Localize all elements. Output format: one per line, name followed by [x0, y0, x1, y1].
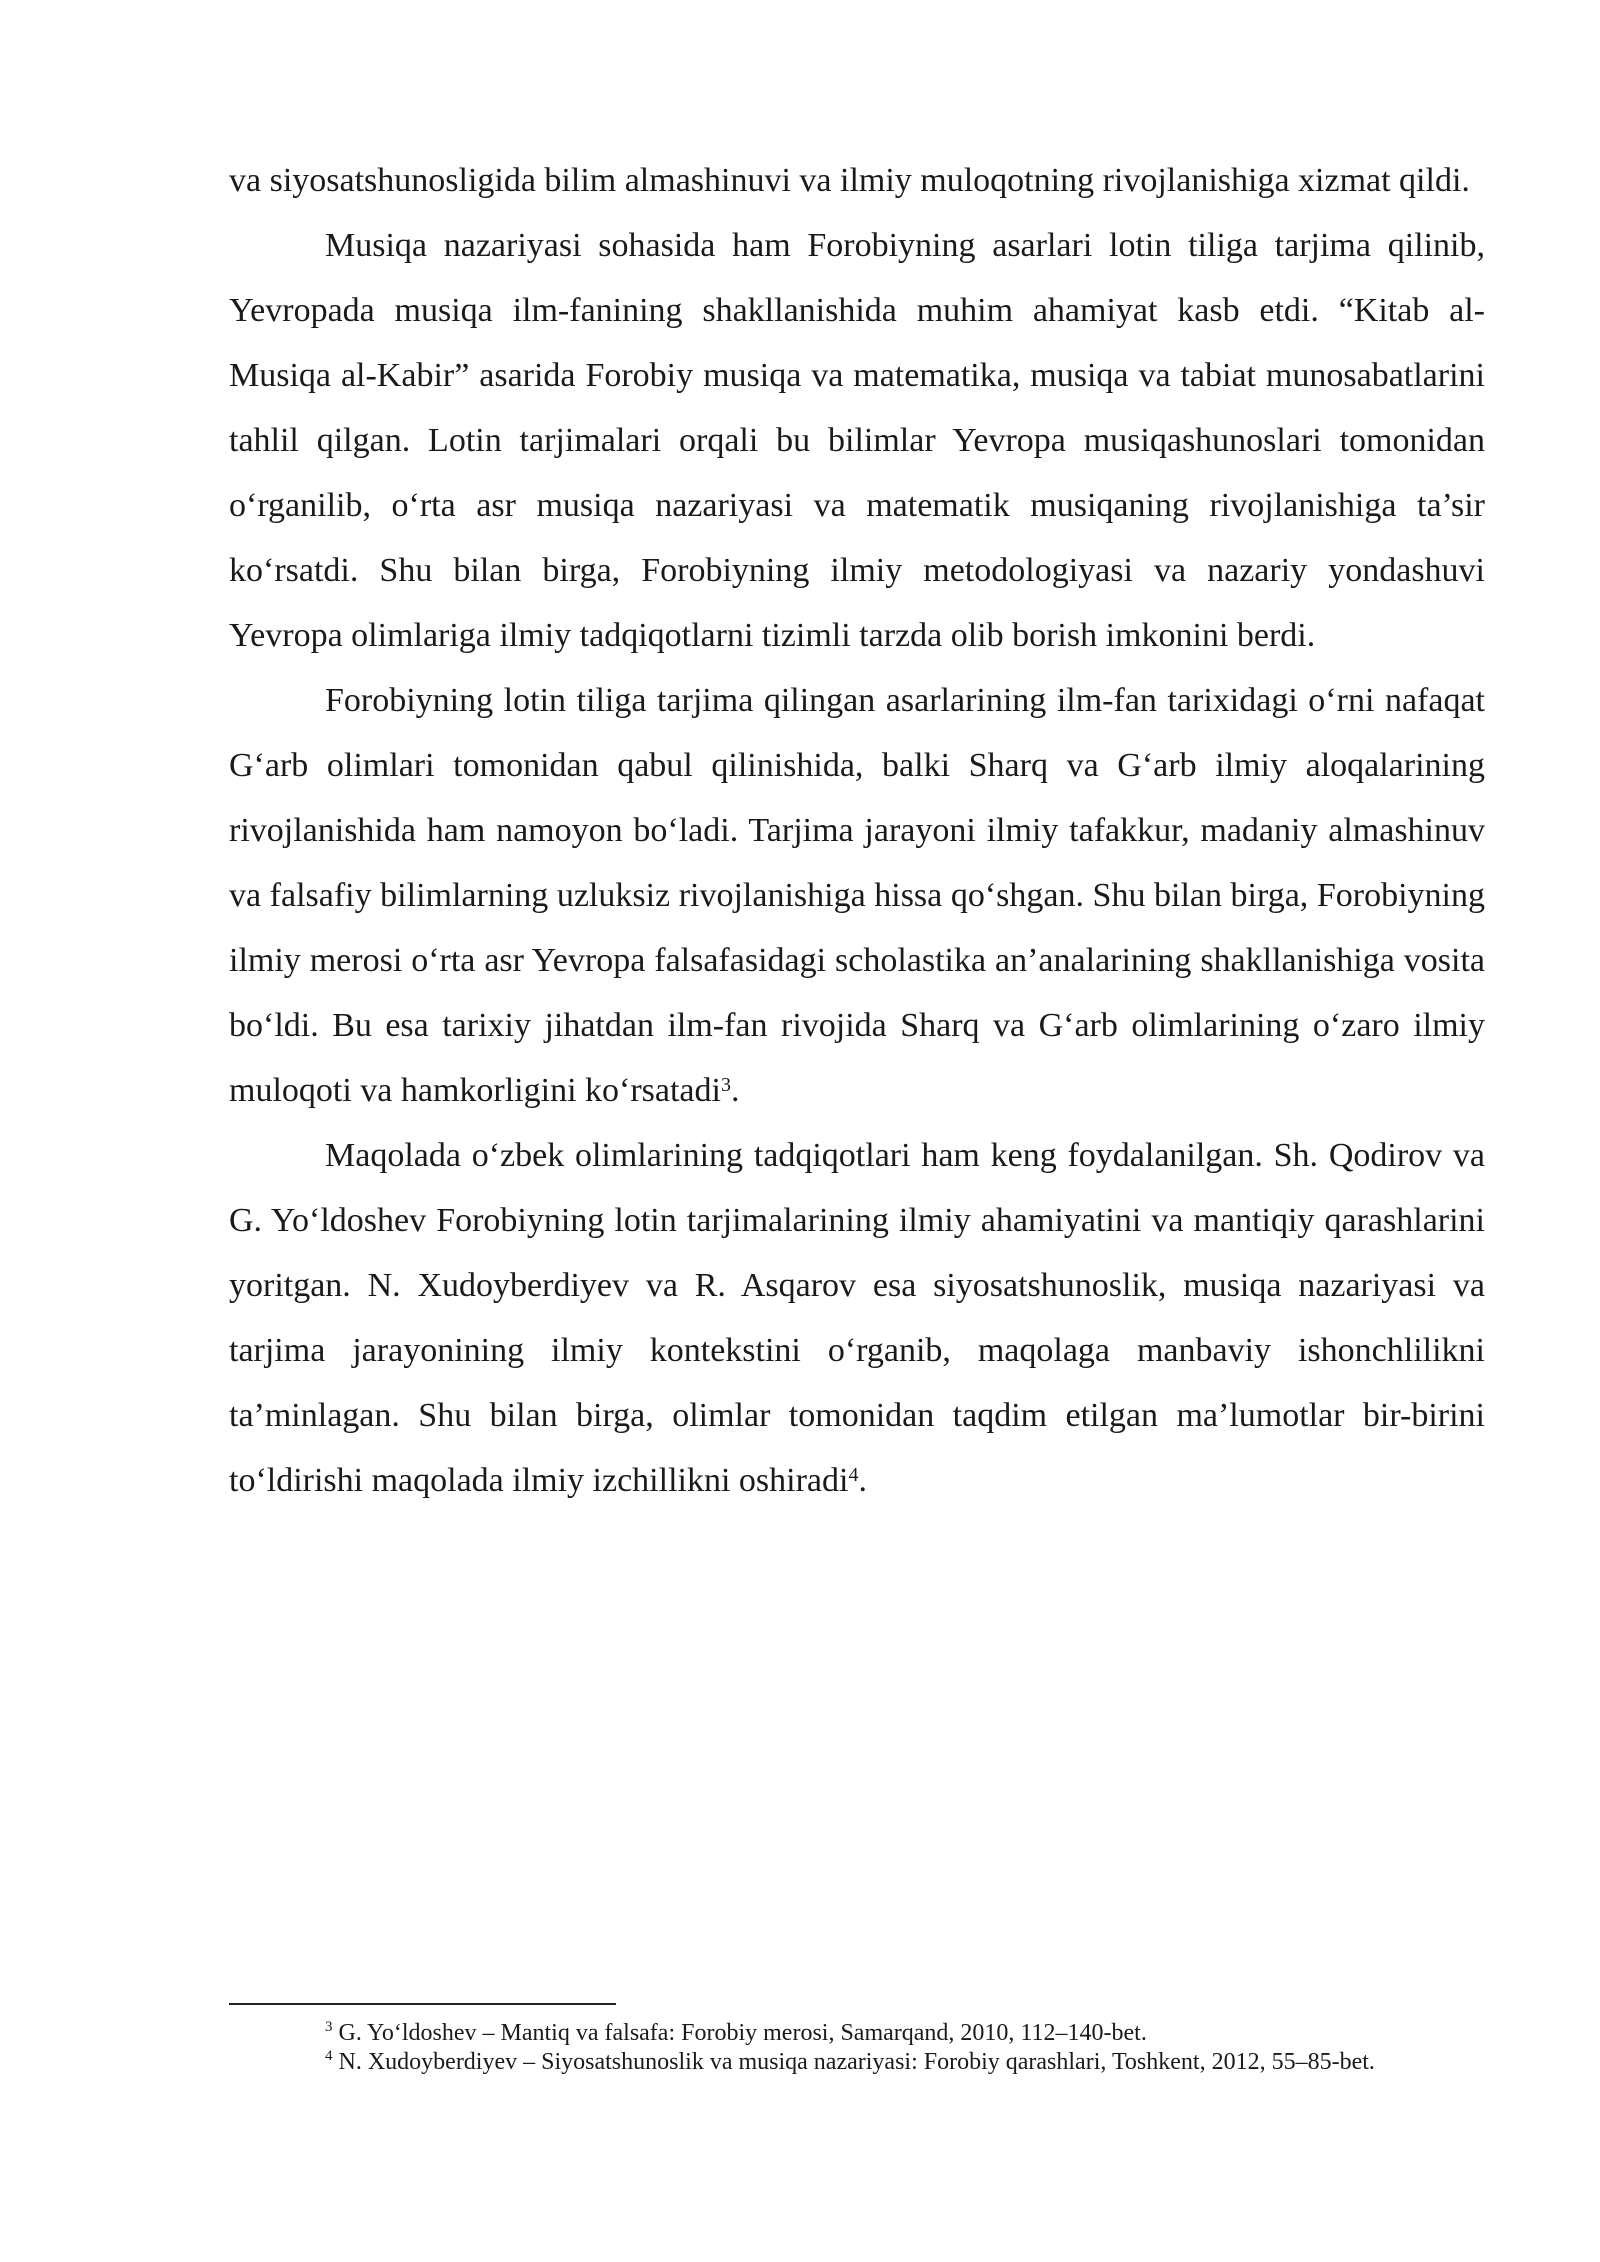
footnote-mark: 3	[325, 2019, 333, 2035]
footnote	[229, 2048, 1485, 2077]
footnote-text: N. Xudoyberdiyev – Siyosatshunoslik va musiqa nazariyasi: Forobiy qarashlari, Toshkent, 2012, 55–85-bet.	[332, 2049, 1375, 2075]
footnote	[229, 2019, 1485, 2048]
footnote-reference[interactable]: 3	[720, 1073, 731, 1096]
paragraph-text: Forobiyning lotin tiliga tarjima qilingan asarlarining ilm-fan tarixidagi o‘rni nafaqat G‘arb olimlari tomonidan qabul qilinishida, balki Sharq va G‘arb ilmiy aloqalarining rivojlanishida ham namoyon bo‘ladi. Tarjima jarayoni ilmiy tafakkur, madaniy almashinuv va falsafiy bilimlarning uzluksiz rivojlanishiga hissa qo‘shgan. Shu bilan birga, Forobiyning ilmiy merosi o‘rta asr Yevropa falsafasidagi scholastika an’analarining shakllanishiga vosita bo‘ldi. Bu esa tarixiy jihatdan ilm-fan rivojida Sharq va G‘arb olimlarining o‘zaro ilmiy muloqoti va hamkorligini ko‘rsatadi	[229, 682, 1485, 1109]
footnote-text: G. Yo‘ldoshev – Mantiq va falsafa: Forobiy merosi, Samarqand, 2010, 112–140-bet.	[332, 2020, 1147, 2046]
paragraph-translation-role: Forobiyning lotin tiliga tarjima qilingan asarlarining ilm-fan tarixidagi o‘rni nafaqat G‘arb olimlari tomonidan qabul qilinishida, balki Sharq va G‘arb ilmiy aloqalarining rivojlanishida ham namoyon bo‘ladi. Tarjima jarayoni ilmiy tafakkur, madaniy almashinuv va falsafiy bilimlarning uzluksiz rivojlanishiga hissa qo‘shgan. Shu bilan birga, Forobiyning ilmiy merosi o‘rta asr Yevropa falsafasidagi scholastika an’analarining shakllanishiga vosita bo‘ldi. Bu esa tarixiy jihatdan ilm-fan rivojida Sharq va G‘arb olimlarining o‘zaro ilmiy muloqoti va hamkorligini ko‘rsatadi$^3$.	[229, 682, 1485, 1109]
footnotes	[229, 2019, 1485, 2077]
footnote-mark: 4	[325, 2048, 333, 2064]
footnote-reference[interactable]: 4	[848, 1463, 859, 1486]
paragraph-music-theory	[229, 213, 1485, 668]
paragraph-uzbek-scholars: Maqolada o‘zbek olimlarining tadqiqotlari ham keng foydalanilgan. Sh. Qodirov va G. Yo‘ldoshev Forobiyning lotin tarjimalarining ilmiy ahamiyatini va mantiqiy qarashlarini yoritgan. N. Xudoyberdiyev va R. Asqarov esa siyosatshunoslik, musiqa nazariyasi va tarjima jarayonining ilmiy kontekstini o‘rganib, maqolaga manbaviy ishonchlilikni ta’minlagan. Shu bilan birga, olimlar tomonidan taqdim etilgan ma’lumotlar bir-birini to‘ldirishi maqolada ilmiy izchillikni oshiradi$^4$.	[229, 1137, 1485, 1499]
paragraph-text: Maqolada o‘zbek olimlarining tadqiqotlari ham keng foydalanilgan. Sh. Qodirov va G. Yo‘ldoshev Forobiyning lotin tarjimalarining ilmiy ahamiyatini va mantiqiy qarashlarini yoritgan. N. Xudoyberdiyev va R. Asqarov esa siyosatshunoslik, musiqa nazariyasi va tarjima jarayonining ilmiy kontekstini o‘rganib, maqolaga manbaviy ishonchlilikni ta’minlagan. Shu bilan birga, olimlar tomonidan taqdim etilgan ma’lumotlar bir-birini to‘ldirishi maqolada ilmiy izchillikni oshiradi	[229, 1137, 1485, 1499]
paragraph-text: Musiqa nazariyasi sohasida ham Forobiyning asarlari lotin tiliga tarjima qilinib, Yevropada musiqa ilm-fanining shakllanishida muhim ahamiyat kasb etdi. “Kitab al-Musiqa al-Kabir” asarida Forobiy musiqa va matematika, musiqa va tabiat munosabatlarini tahlil qilgan. Lotin tarjimalari orqali bu bilimlar Yevropa musiqashunoslari tomonidan o‘rganilib, o‘rta asr musiqa nazariyasi va matematik musiqaning rivojlanishiga ta’sir ko‘rsatdi. Shu bilan birga, Forobiyning ilmiy metodologiyasi va nazariy yondashuvi Yevropa olimlariga ilmiy tadqiqotlarni tizimli tarzda olib borish imkonini berdi.	[229, 227, 1485, 654]
body-text	[229, 148, 1485, 1513]
footnote-separator	[229, 2003, 616, 2005]
paragraph-continuation	[229, 148, 1485, 213]
paragraph-text: va siyosatshunosligida bilim almashinuvi va ilmiy muloqotning rivojlanishiga xizmat qildi.	[229, 162, 1470, 199]
